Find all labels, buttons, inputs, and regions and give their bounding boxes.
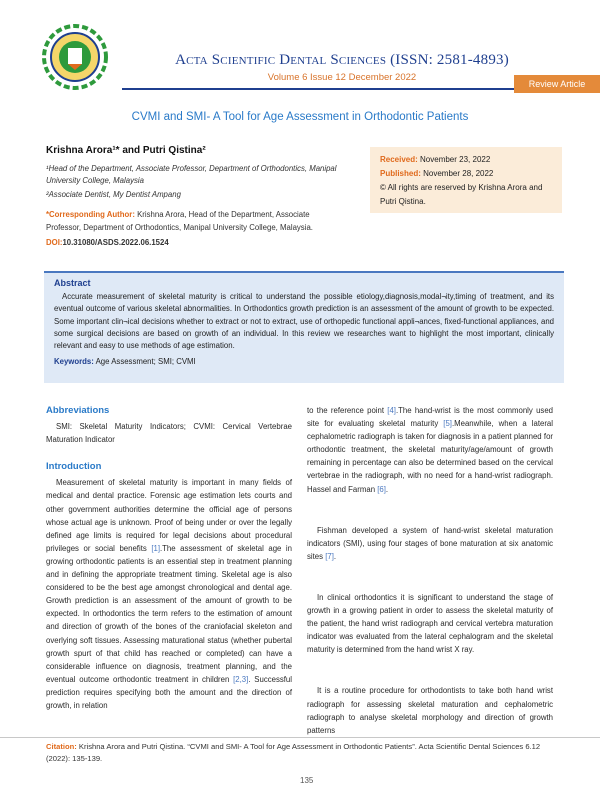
abstract-heading: Abstract — [54, 278, 91, 288]
body-text: . — [385, 484, 389, 494]
copyright-note: © All rights are reserved by Krishna Arora and Putri Qistina. — [380, 183, 543, 206]
affiliation-1-cont: University College, Malaysia — [46, 176, 144, 185]
body-paragraph — [307, 404, 553, 496]
keywords-label: Keywords: — [54, 357, 94, 367]
article-type-badge: Review Article — [514, 75, 600, 93]
reference-link[interactable]: [2,3] — [233, 674, 249, 684]
right-column — [307, 404, 553, 747]
corresponding-text: Krishna Arora, Head of the Department, Associate Professor, Department of Orthodontics, Manipal University College, Malaysia. — [46, 210, 313, 232]
introduction-heading: Introduction — [46, 461, 102, 473]
intro-text-a: Measurement of skeletal maturity is important in many fields of medical and dental practice. Forensic age estimation lets courts and other government authorities determine the official age of persons whose actual age is unknown. Proof of being under or over the legally defined age limits is required for legal decisions about procedural privileges or social benefits — [46, 478, 292, 553]
body-text: .Meanwhile, when a lateral cephalometric radiograph is taken for diagnosis in a patient planned for orthodontic treatment, the skeletal maturity/age/amount of growth remaining in percentage can also be determined based on the cervical vertebrae in the radiograph, with no need for a hand-wrist radiograph. Hassel and Farman — [307, 419, 553, 494]
intro-text-c: . Successful prediction requires specifying both the amount and the direction of growth, in relation — [46, 674, 292, 710]
footer-rule — [0, 737, 600, 738]
affiliation-1: ¹Head of the Department, Associate Professor, Department of Orthodontics, Manipal — [46, 164, 337, 173]
keywords-text: Age Assessment; SMI; CVMI — [93, 357, 196, 367]
abstract-box — [44, 271, 564, 383]
corresponding-label: *Corresponding Author: — [46, 210, 135, 219]
doi-label: DOI: — [46, 238, 63, 247]
page-number: 135 — [300, 776, 314, 785]
doi-link[interactable]: 10.31080/ASDS.2022.06.1524 — [62, 238, 169, 247]
journal-title: Acta Scientific Dental Sciences (ISSN: 2581-4893) — [175, 52, 509, 68]
author-list: Krishna Arora¹* and Putri Qistina² — [46, 145, 206, 156]
published-date: November 28, 2022 — [420, 169, 494, 178]
citation-text: Krishna Arora and Putri Qistina. “CVMI and SMI- A Tool for Age Assessment in Orthodontic Patients”. Acta Scientific Dental Sciences 6.12 (2022): 135-139. — [46, 742, 541, 763]
abstract-text: Accurate measurement of skeletal maturity is critical to understand the possible etiology,diagnosis,modal¬ity,timing of treatment, and its eventual outcome of various skeletal abnormalities. In Orthodontics growth prediction is an assessment of the amount of growth to be expected. Some important clin¬ical decisions whether to extract or not to extract, use of orthopedic functional appli¬ances, fixed-functional appliances, and some surgical decisions are based on growth of an individual. In this review we researches want to highlight the most important, clinically relevant and easy to use methods of age estimation. — [54, 292, 554, 351]
journal-logo-icon — [40, 22, 110, 92]
journal-volume: Volume 6 Issue 12 December 2022 — [267, 72, 417, 83]
citation-label: Citation: — [46, 742, 77, 751]
body-text: to the reference point — [307, 406, 388, 415]
affiliation-2: ²Associate Dentist, My Dentist Ampang — [46, 190, 181, 199]
body-text: . — [333, 551, 337, 561]
citation — [46, 741, 566, 765]
reference-link[interactable]: [5] — [443, 419, 452, 429]
body-text: Fishman developed a system of hand-wrist skeletal maturation indicators (SMI), using four stages of bone maturation at six anatomic sites — [307, 525, 553, 561]
left-column — [46, 404, 292, 722]
abbreviations-heading: Abbreviations — [46, 405, 110, 416]
reference-link[interactable]: [4] — [387, 406, 396, 415]
body-paragraph: It is a routine procedure for orthodontists to take both hand wrist radiograph for assessing skeletal maturation and cephalometric radiograph to analyse skeletal morphology and direction of growth patterns — [307, 686, 553, 735]
reference-link[interactable]: [6] — [377, 484, 386, 494]
intro-text-b: .The assessment of skeletal age in growing orthodontic patients is an essential step in treatment planning and in defining the appropriate treatment timing. Skeletal age is also considered to be the best age amongst chronological and dental age. Growth prediction is an assessment of the amount of growth to be expected. In orthodontics the term refers to the estimation of amount and direction of growth of the bones of the craniofacial skeleton and overlying soft tissues. Assessing maturational status (whether pubertal growth spurt of that child has reached or completed) can have a considerable influence on diagnosis, treatment planning, and the eventual outcome orthodontic treatment in children — [46, 543, 292, 684]
abbreviations-text: SMI: Skeletal Maturity Indicators; CVMI: Cervical Vertebrae Maturation Indicator — [46, 422, 292, 445]
published-label: Published: — [380, 169, 421, 178]
received-label: Received: — [380, 155, 418, 164]
corresponding-author — [46, 208, 346, 234]
keywords — [54, 357, 554, 366]
doi — [46, 238, 169, 247]
reference-link[interactable]: [7] — [325, 551, 334, 561]
body-text: .The hand-wrist is the most commonly used site for evaluating skeletal maturity — [307, 406, 553, 429]
introduction-paragraph — [46, 476, 292, 712]
body-paragraph — [307, 524, 553, 563]
reference-link[interactable]: [1] — [151, 543, 160, 553]
body-paragraph: In clinical orthodontics it is significant to understand the stage of growth in a growing patient in order to assess the skeletal maturity of the patient, the hand wrist radiograph and cervical vertebra maturation indicator was evaluated from the lateral cephalogram and the skeletal maturity is determined from the hand wrist X ray. — [307, 592, 553, 655]
dates-box — [370, 147, 562, 213]
article-title: CVMI and SMI- A Tool for Age Assessment in Orthodontic Patients — [131, 111, 469, 123]
received-date: November 23, 2022 — [417, 155, 491, 164]
